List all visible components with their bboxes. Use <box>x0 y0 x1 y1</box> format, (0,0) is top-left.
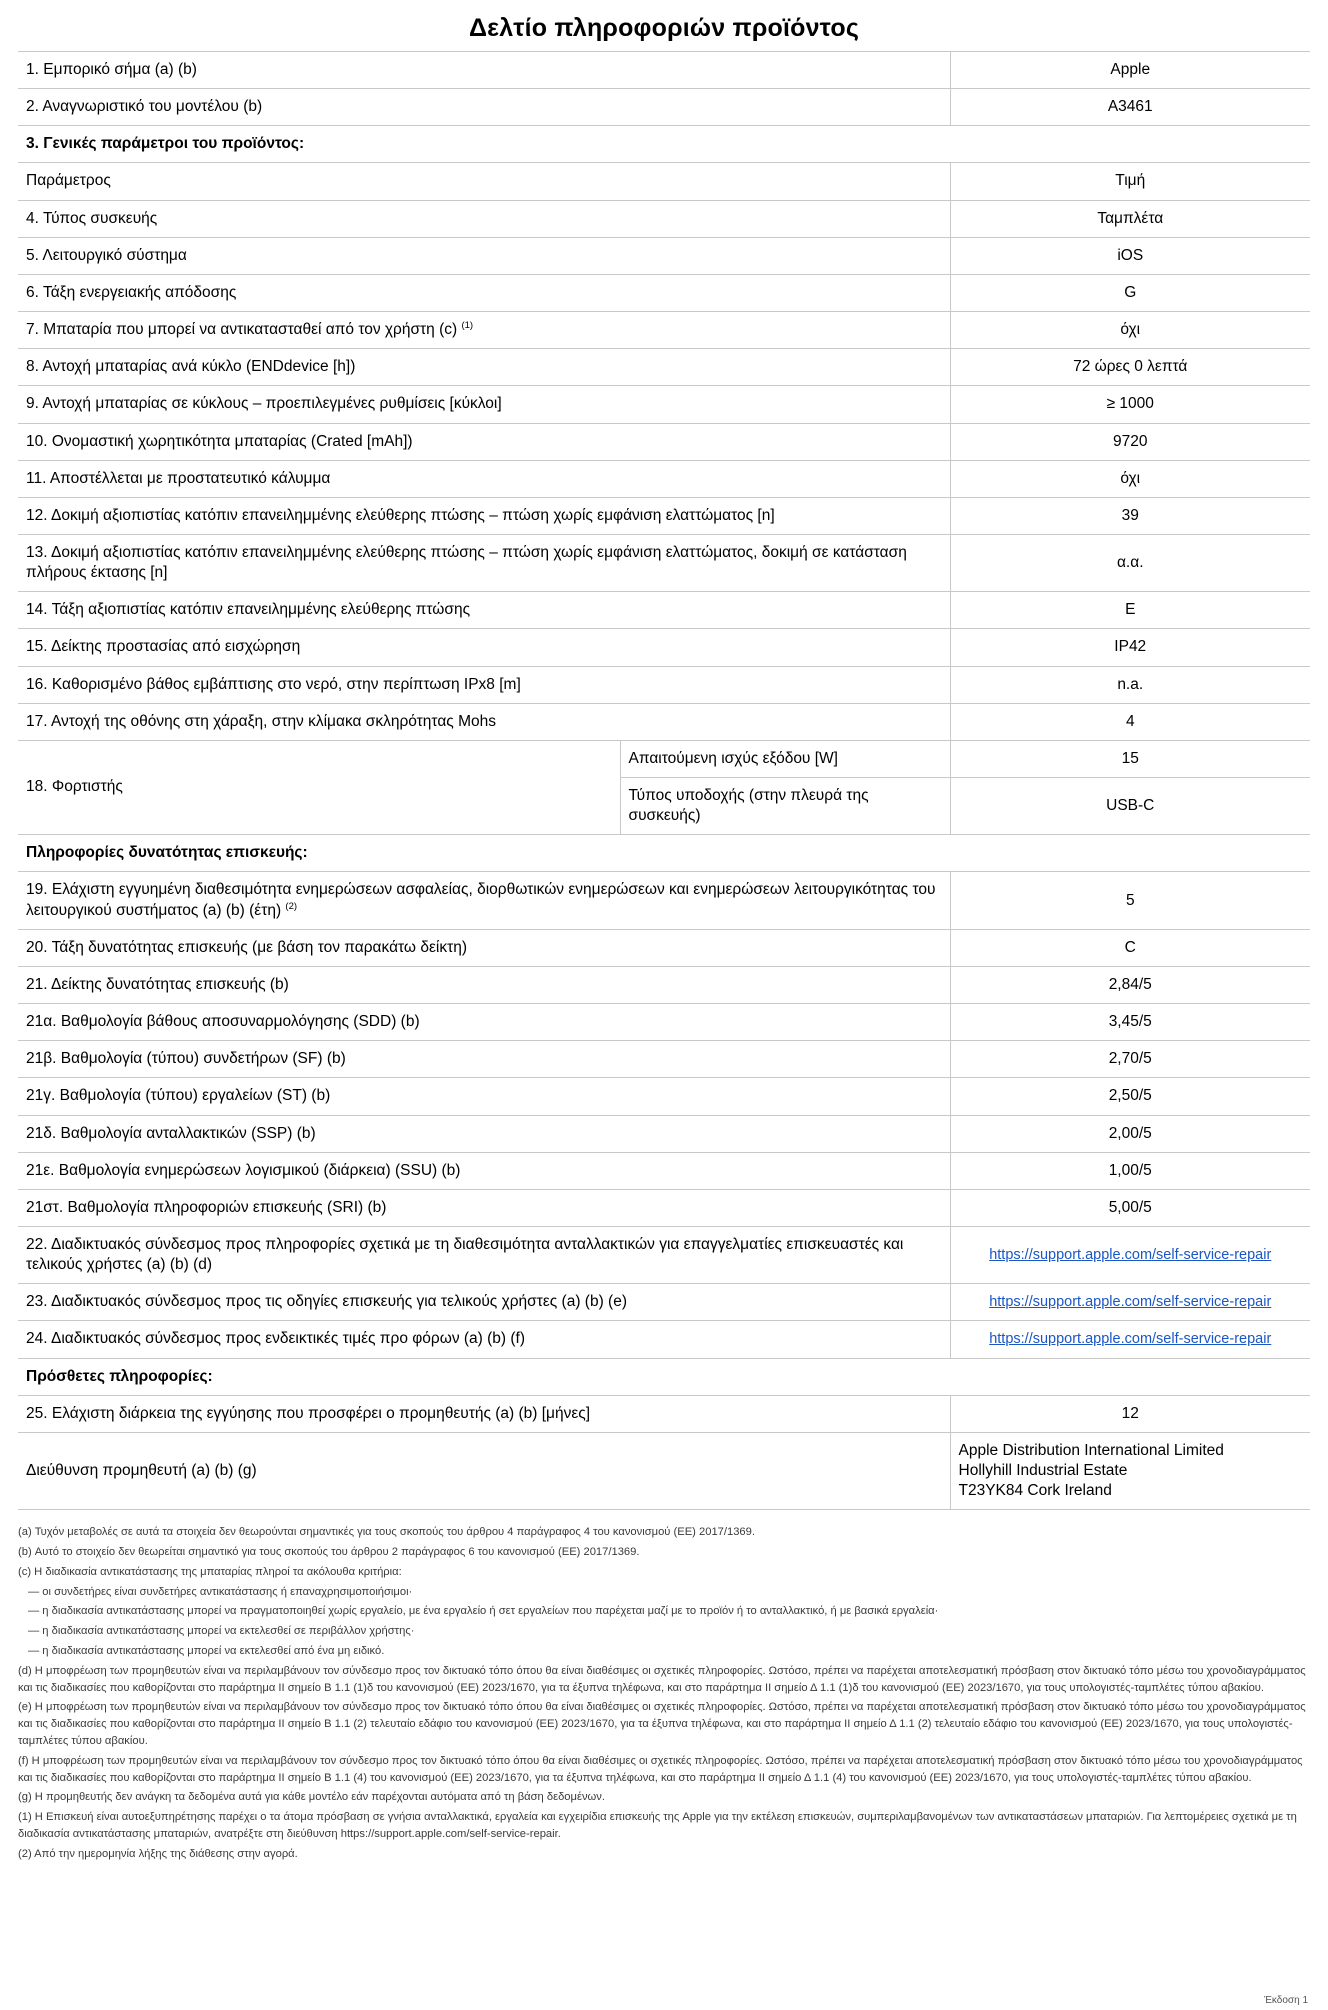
row-value: 2,50/5 <box>950 1078 1310 1115</box>
footnote: — η διαδικασία αντικατάστασης μπορεί να εκτελεσθεί από ένα μη ειδικό. <box>28 1645 385 1657</box>
row-value <box>950 1284 1310 1321</box>
row-label: 4. Τύπος συσκευής <box>18 200 950 237</box>
table-row <box>18 1226 1310 1283</box>
footnote: (2) Από την ημερομηνία λήξης της διάθεσης στην αγορά. <box>18 1847 298 1860</box>
table-row <box>18 386 1310 423</box>
section-heading-row <box>18 126 1310 163</box>
supplier-address-row <box>18 1432 1310 1509</box>
column-header-value: Τιμή <box>950 163 1310 200</box>
charger-sub-value: USB-C <box>950 777 1310 834</box>
charger-label: 18. Φορτιστής <box>18 740 620 834</box>
footnote: — οι συνδετήρες είναι συνδετήρες αντικατάστασης ή επαναχρησιμοποιήσιμοι· <box>28 1585 413 1598</box>
row-label: 1. Εμπορικό σήμα (a) (b) <box>18 52 950 89</box>
row-label: 24. Διαδικτυακός σύνδεσμος προς ενδεικτικές τιμές προ φόρων (a) (b) (f) <box>18 1321 950 1358</box>
table-row <box>18 592 1310 629</box>
row-label: 8. Αντοχή μπαταρίας ανά κύκλο (ENDdevice [h]) <box>18 349 950 386</box>
row-value: Apple <box>950 52 1310 89</box>
table-row <box>18 966 1310 1003</box>
row-label: 17. Αντοχή της οθόνης στη χάραξη, στην κλίμακα σκληρότητας Mohs <box>18 703 950 740</box>
row-label-text: 7. Μπαταρία που μπορεί να αντικατασταθεί από τον χρήστη (c) <box>26 321 458 339</box>
row-value: α.α. <box>950 534 1310 591</box>
table-row <box>18 534 1310 591</box>
charger-sub-value: 15 <box>950 740 1310 777</box>
footnote: — η διαδικασία αντικατάστασης μπορεί να πραγματοποιηθεί χωρίς εργαλείο, με ένα εργαλείο ή σετ εργαλείων που παρέχεται μαζί με το προϊόν ή το ανταλλακτικό, ή με βασικά εργαλεία· <box>28 1605 939 1618</box>
section-additional-heading: Πρόσθετες πληροφορίες: <box>18 1358 1310 1395</box>
table-row <box>18 703 1310 740</box>
row-value: 12 <box>950 1395 1310 1432</box>
row-value: 39 <box>950 497 1310 534</box>
row-label: 21ε. Βαθμολογία ενημερώσεων λογισμικού (διάρκεια) (SSU) (b) <box>18 1152 950 1189</box>
section-general-heading: 3. Γενικές παράμετροι του προϊόντος: <box>18 126 1310 163</box>
table-row <box>18 274 1310 311</box>
footnote-marker: (2) <box>285 900 298 912</box>
supplier-address-line: T23YK84 Cork Ireland <box>958 1482 1112 1500</box>
row-value: iOS <box>950 237 1310 274</box>
row-label: 23. Διαδικτυακός σύνδεσμος προς τις οδηγίες επισκευής για τελικούς χρήστες (a) (b) (e) <box>18 1284 950 1321</box>
row-value: n.a. <box>950 666 1310 703</box>
table-row <box>18 1284 1310 1321</box>
self-service-repair-link[interactable]: https://support.apple.com/self-service-repair <box>989 1331 1272 1348</box>
row-value <box>950 1321 1310 1358</box>
footnote: (e) Η μποφρέωση των προμηθευτών είναι να περιλαμβάνουν τον σύνδεσμο προς τον δικτυακό τόπο όπου θα είναι διαθέσιμες οι σχετικές πληροφορίες. Ωστόσο, πρέπει να παρέχεται αποτελεσματική πρόσβαση στον δικτυακό τόπο μέσω του χρονοδιαγράμματος και τις διαδικασίες που καθορίζονται στο παράρτημα II σημείο B 1.1 (2) τελευταίο εδάφιο του κανονισμού (ΕΕ) 2023/1670, για τα έξυπνα τηλέφωνα, και στο παράρτημα II σημείο Δ 1.1 (2) τελευταίο εδάφιο του κανονισμού (ΕΕ) 2023/1670, για τους υπολογιστές-ταμπλέτες τύπου αβακίου. <box>18 1701 1306 1747</box>
table-header-row <box>18 163 1310 200</box>
table-row <box>18 460 1310 497</box>
row-label: 20. Τάξη δυνατότητας επισκευής (με βάση τον παρακάτω δείκτη) <box>18 929 950 966</box>
footnote: (f) Η μποφρέωση των προμηθευτών είναι να περιλαμβάνουν τον σύνδεσμο προς τον δικτυακό τόπο όπου θα είναι διαθέσιμες οι σχετικές πληροφορίες. Ωστόσο, πρέπει να παρέχεται αποτελεσματική πρόσβαση στον δικτυακό τόπο μέσω του χρονοδιαγράμματος και τις διαδικασίες που καθορίζονται στο παράρτημα II σημείο B 1.1 (4) του κανονισμού (ΕΕ) 2023/1670, για τα έξυπνα τηλέφωνα, και στο παράρτημα II σημείο Δ 1.1 (4) του κανονισμού (ΕΕ) 2023/1670, για τους υπολογιστές-ταμπλέτες τύπου αβακίου. <box>18 1754 1303 1784</box>
row-label: 21β. Βαθμολογία (τύπου) συνδετήρων (SF) (b) <box>18 1041 950 1078</box>
column-header-parameter: Παράμετρος <box>18 163 950 200</box>
row-label <box>18 311 950 348</box>
table-row <box>18 349 1310 386</box>
row-label: 13. Δοκιμή αξιοπιστίας κατόπιν επανειλημμένης ελεύθερης πτώσης – πτώση χωρίς εμφάνιση ελαττώματος, δοκιμή σε κατάσταση πλήρους έκτασης [n] <box>18 534 950 591</box>
row-label: 10. Ονομαστική χωρητικότητα μπαταρίας (Crated [mAh]) <box>18 423 950 460</box>
supplier-address-value <box>950 1432 1310 1509</box>
row-value: όχι <box>950 460 1310 497</box>
table-row <box>18 929 1310 966</box>
row-value: όχι <box>950 311 1310 348</box>
row-label: 21α. Βαθμολογία βάθους αποσυναρμολόγησης (SDD) (b) <box>18 1004 950 1041</box>
footnote: — η διαδικασία αντικατάστασης μπορεί να εκτελεσθεί σε περιβάλλον χρήστης· <box>28 1625 415 1638</box>
row-value: IP42 <box>950 629 1310 666</box>
footnote: (a) Τυχόν μεταβολές σε αυτά τα στοιχεία δεν θεωρούνται σημαντικές για τους σκοπούς του άρθρου 4 παράγραφος 4 του κανονισμού (ΕΕ) 2017/1369. <box>18 1526 755 1539</box>
table-row <box>18 52 1310 89</box>
table-row <box>18 497 1310 534</box>
row-label: 25. Ελάχιστη διάρκεια της εγγύησης που προσφέρει ο προμηθευτής (a) (b) [μήνες] <box>18 1395 950 1432</box>
table-row <box>18 1395 1310 1432</box>
footnote: (g) Η προμηθευτής δεν ανάγκη τα δεδομένα αυτά για κάθε μοντέλο εάν παρέχονται αυτόματα από τη βάση δεδομένων. <box>18 1791 605 1804</box>
row-value: 72 ώρες 0 λεπτά <box>950 349 1310 386</box>
table-row <box>18 666 1310 703</box>
row-label-text: 19. Ελάχιστη εγγυημένη διαθεσιμότητα ενημερώσεων ασφαλείας, διορθωτικών ενημερώσεων και ενημερώσεων λειτουργικότητας του λειτουργικού συστήματος (a) (b) (έτη) <box>26 881 936 919</box>
row-label: 16. Καθορισμένο βάθος εμβάπτισης στο νερό, στην περίπτωση IPx8 [m] <box>18 666 950 703</box>
row-label: 15. Δείκτης προστασίας από εισχώρηση <box>18 629 950 666</box>
row-value: 1,00/5 <box>950 1152 1310 1189</box>
row-value <box>950 1226 1310 1283</box>
row-value: 2,70/5 <box>950 1041 1310 1078</box>
row-label <box>18 872 950 929</box>
charger-sub-label: Τύπος υποδοχής (στην πλευρά της συσκευής) <box>620 777 950 834</box>
table-row <box>18 89 1310 126</box>
supplier-address-line: Apple Distribution International Limited <box>958 1441 1224 1459</box>
table-row <box>18 311 1310 348</box>
footnote-marker: (1) <box>461 319 474 331</box>
charger-row <box>18 740 1310 777</box>
row-label: 21στ. Βαθμολογία πληροφοριών επισκευής (SRI) (b) <box>18 1189 950 1226</box>
table-row <box>18 1152 1310 1189</box>
row-label: 5. Λειτουργικό σύστημα <box>18 237 950 274</box>
row-label: 9. Αντοχή μπαταρίας σε κύκλους – προεπιλεγμένες ρυθμίσεις [κύκλοι] <box>18 386 950 423</box>
table-row <box>18 1321 1310 1358</box>
product-table <box>18 51 1310 1510</box>
row-value: G <box>950 274 1310 311</box>
footnote: (1) Η Επισκευή είναι αυτοεξυπηρέτησης παρέχει ο τα άτομα πρόσβαση σε γνήσια ανταλλακτικά, εργαλεία και εγχειρίδια επισκευής της Apple για την εκτέλεση επισκευών, συμπεριλαμβανομένων των αντικαταστάσεων μπαταριών. Για λεπτομέρειες σχετικά με τη διαδικασία αντικατάστασης μπαταριών, ανατρέξτε στη διεύθυνση https://support.apple.com/self-service-repair. <box>18 1811 1297 1840</box>
row-value: 2,00/5 <box>950 1115 1310 1152</box>
table-row <box>18 1041 1310 1078</box>
row-value: 3,45/5 <box>950 1004 1310 1041</box>
row-value: ≥ 1000 <box>950 386 1310 423</box>
row-label: 21γ. Βαθμολογία (τύπου) εργαλείων (ST) (b) <box>18 1078 950 1115</box>
row-value: 2,84/5 <box>950 966 1310 1003</box>
row-value: 9720 <box>950 423 1310 460</box>
footnotes <box>18 1524 1310 1862</box>
page-title: Δελτίο πληροφοριών προϊόντος <box>468 14 860 42</box>
table-row <box>18 1115 1310 1152</box>
section-heading-row <box>18 1358 1310 1395</box>
row-label: 21δ. Βαθμολογία ανταλλακτικών (SSP) (b) <box>18 1115 950 1152</box>
self-service-repair-link[interactable]: https://support.apple.com/self-service-repair <box>989 1247 1272 1264</box>
table-row <box>18 872 1310 929</box>
table-row <box>18 423 1310 460</box>
edition-label: Έκδοση 1 <box>1264 1995 1308 2006</box>
table-row <box>18 629 1310 666</box>
row-label: 22. Διαδικτυακός σύνδεσμος προς πληροφορίες σχετικά με τη διαθεσιμότητα ανταλλακτικών για επαγγελματίες επισκευαστές και τελικούς χρήστες (a) (b) (d) <box>18 1226 950 1283</box>
row-label: 2. Αναγνωριστικό του μοντέλου (b) <box>18 89 950 126</box>
row-value: 5,00/5 <box>950 1189 1310 1226</box>
row-label: 14. Τάξη αξιοπιστίας κατόπιν επανειλημμένης ελεύθερης πτώσης <box>18 592 950 629</box>
row-label: 21. Δείκτης δυνατότητας επισκευής (b) <box>18 966 950 1003</box>
row-value: 5 <box>950 872 1310 929</box>
row-value: Ταμπλέτα <box>950 200 1310 237</box>
row-value: 4 <box>950 703 1310 740</box>
section-heading-row <box>18 835 1310 872</box>
row-label: 12. Δοκιμή αξιοπιστίας κατόπιν επανειλημμένης ελεύθερης πτώσης – πτώση χωρίς εμφάνιση ελαττώματος [n] <box>18 497 950 534</box>
table-row <box>18 1078 1310 1115</box>
row-value: E <box>950 592 1310 629</box>
supplier-address-line: Hollyhill Industrial Estate <box>958 1461 1128 1479</box>
table-row <box>18 200 1310 237</box>
charger-sub-label: Απαιτούμενη ισχύς εξόδου [W] <box>620 740 950 777</box>
row-label: 11. Αποστέλλεται με προστατευτικό κάλυμμα <box>18 460 950 497</box>
self-service-repair-link[interactable]: https://support.apple.com/self-service-repair <box>989 1294 1272 1311</box>
footnote: (c) Η διαδικασία αντικατάστασης της μπαταρίας πληροί τα ακόλουθα κριτήρια: <box>18 1565 402 1578</box>
row-value: A3461 <box>950 89 1310 126</box>
table-row <box>18 1189 1310 1226</box>
row-value: C <box>950 929 1310 966</box>
table-row <box>18 1004 1310 1041</box>
footnote: (d) Η μποφρέωση των προμηθευτών είναι να περιλαμβάνουν τον σύνδεσμο προς τον δικτυακό τόπο όπου θα είναι διαθέσιμες οι σχετικές πληροφορίες. Ωστόσο, πρέπει να παρέχεται αποτελεσματική πρόσβαση στον δικτυακό τόπο μέσω του χρονοδιαγράμματος και τις διαδικασίες που καθορίζονται στο παράρτημα II σημείο B 1.1 (1)δ του κανονισμού (ΕΕ) 2023/1670, για τα έξυπνα τηλέφωνα, και στο παράρτημα II σημείο Δ 1.1 (1)δ του κανονισμού (ΕΕ) 2023/1670, για τους υπολογιστές-ταμπλέτες τύπου αβακίου. <box>18 1664 1306 1694</box>
supplier-address-label: Διεύθυνση προμηθευτή (a) (b) (g) <box>18 1432 950 1509</box>
table-row <box>18 237 1310 274</box>
footnote: (b) Αυτό το στοιχείο δεν θεωρείται σημαντικό για τους σκοπούς του άρθρου 2 παράγραφος 6 του κανονισμού (ΕΕ) 2017/1369. <box>18 1546 640 1559</box>
section-repair-heading: Πληροφορίες δυνατότητας επισκευής: <box>18 835 1310 872</box>
row-label: 6. Τάξη ενεργειακής απόδοσης <box>18 274 950 311</box>
